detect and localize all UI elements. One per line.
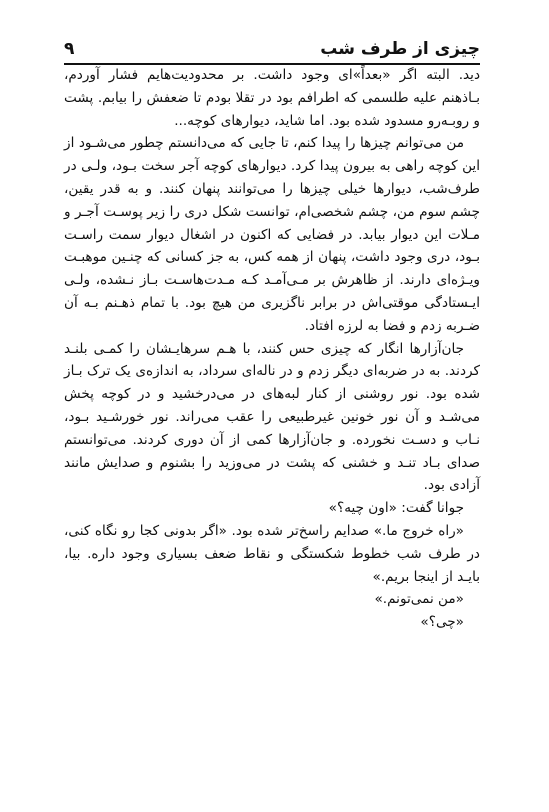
paragraph: من می‌توانم چیزها را پیدا کنم، تا جایی که می‌دانستم چطور می‌شـود از این کوچه راهی به بیرون پیدا کرد. دیوارهای کوچه آجر سخت بـود، ولـی در طرف‌شب، دیوارها خیلی چیزها را می‌توانند پنهان کنند. و به قدر یقین، چشم سوم من، چشم شخصی‌ام، توانست شکل دری را زیر پوسـت آجـر و مـلات این دیوار بیابد. در فضایی که اکنون در اشغال دیوار سمت راسـت بـود، دری وجود داشت، پنهان از همه کس، به جز کسانی که چنـین موهبـت ویـژه‌ای دارند. از ظاهرش بر مـی‌آمـد کـه مـدت‌هاسـت بـاز نـشده، ولـی ایـستادگی موقتی‌اش در برابر ناگزیری من هیچ بود. با تمام ذهـنم بـه آن ضـربه زدم و فضا به لرزه افتاد. [64, 135, 480, 334]
paragraph: «راه خروج ما.» صدایم راسخ‌تر شده بود. «اگر بدونی کجا رو نگاه کنی، در طرف شب خطوط شکستگی و نقاط ضعف بسیاری وجود داره. بیا، بایـد از اینجا بریم.» [64, 522, 480, 585]
paragraph: جوانا گفت: «اون چیه؟» [328, 500, 464, 517]
page-number: ۹ [64, 39, 75, 59]
paragraph: جان‌آزارها انگار که چیزی حس کنند، با هـم سرهایـشان را کمـی بلنـد کردند. به در ضربه‌ای دیگر زدم و در ناله‌ای سرداد، به اندازه‌ی یک ترک بـاز شده بود. نور روشنی از کنار لبه‌های در می‌درخشید و در کوچه پخش می‌شـد و آن نور خونین غیرطبیعی را عقب می‌راند. نور خورشـید بـود، نـاب و دسـت نخورده. و جان‌آزارها کمی از آن دوری کردند. می‌توانستم صدای بـاد تنـد و خشنی که پشت در می‌وزید را بشنوم و صدایش مانند آزادی بود. [64, 340, 480, 494]
running-title: چیزی از طرف شب [320, 39, 480, 59]
page-header [64, 32, 480, 62]
body-text [64, 64, 480, 634]
paragraph: «چی؟» [420, 614, 464, 631]
paragraph: «من نمی‌تونم.» [374, 591, 464, 608]
paragraph: دید. البته اگر «بعداً»ای وجود داشت. بر محدودیت‌هایم فشار آوردم، بـاذهنم علیه طلسمی که اطرافم بود در تقلا بودم تا ضعفش را بیابم. پشت و روبـه‌رو مسدود شده بود. اما شاید، دیوارهای کوچه... [64, 67, 480, 129]
